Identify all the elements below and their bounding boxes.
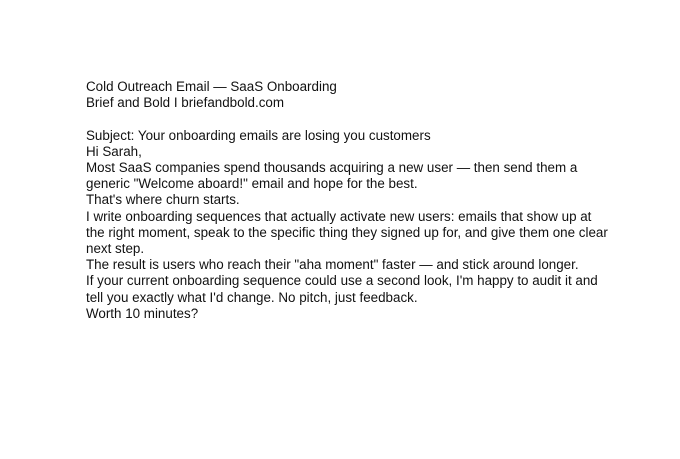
body-line: next step.	[86, 241, 145, 257]
document-byline: Brief and Bold I briefandbold.com	[86, 95, 285, 111]
body-line: tell you exactly what I'd change. No pitch, just feedback.	[86, 289, 418, 305]
email-document	[86, 79, 666, 322]
body-line: That's where churn starts.	[86, 192, 240, 208]
spacer	[86, 111, 666, 127]
body-line: generic "Welcome aboard!" email and hope for the best.	[86, 176, 418, 192]
email-greeting: Hi Sarah,	[86, 143, 142, 159]
body-line: Most SaaS companies spend thousands acquiring a new user — then send them a	[86, 160, 578, 175]
body-line: I write onboarding sequences that actually activate new users: emails that show up at	[86, 208, 592, 224]
email-subject: Subject: Your onboarding emails are losing you customers	[86, 127, 431, 143]
body-line: If your current onboarding sequence could use a second look, I'm happy to audit it and	[86, 273, 598, 289]
document-title: Cold Outreach Email — SaaS Onboarding	[86, 79, 337, 94]
email-closing: Worth 10 minutes?	[86, 305, 199, 321]
body-line: the right moment, speak to the specific thing they signed up for, and give them one clear	[86, 224, 608, 240]
body-line: The result is users who reach their "aha moment" faster — and stick around longer.	[86, 257, 579, 273]
